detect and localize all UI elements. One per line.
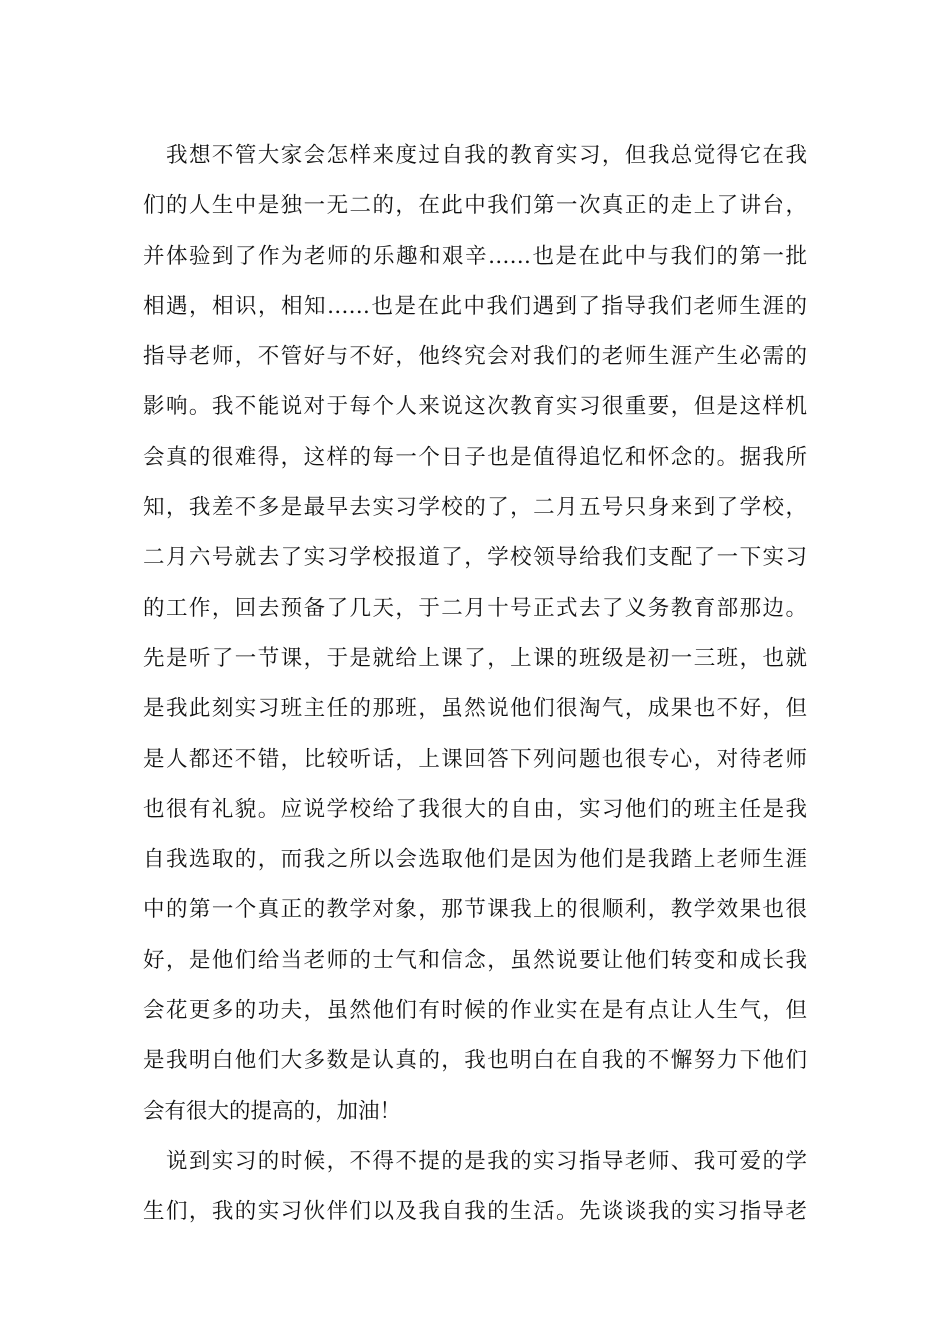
paragraph-line: 知，我差不多是最早去实习学校的了，二月五号只身来到了学校， xyxy=(143,495,807,521)
paragraph-line: 并体验到了作为老师的乐趣和艰辛……也是在此中与我们的第一批 xyxy=(143,243,807,269)
paragraph-line: 好，是他们给当老师的士气和信念，虽然说要让他们转变和成长我 xyxy=(143,947,807,973)
paragraph-line: 的工作，回去预备了几天，于二月十号正式去了义务教育部那边。 xyxy=(143,595,807,621)
paragraph-2 xyxy=(143,1137,807,1238)
paragraph-line: 指导老师，不管好与不好，他终究会对我们的老师生涯产生必需的 xyxy=(143,344,807,370)
paragraph-1 xyxy=(143,131,807,1137)
paragraph-line: 生们，我的实习伙伴们以及我自我的生活。先谈谈我的实习指导老 xyxy=(143,1199,807,1225)
paragraph-line: 中的第一个真正的教学对象，那节课我上的很顺利，教学效果也很 xyxy=(143,897,807,923)
paragraph-line: 是我明白他们大多数是认真的，我也明白在自我的不懈努力下他们 xyxy=(143,1048,807,1074)
paragraph-line: 也很有礼貌。应说学校给了我很大的自由，实习他们的班主任是我 xyxy=(143,796,807,822)
document-body xyxy=(143,131,807,1238)
paragraph-line: 会真的很难得，这样的每一个日子也是值得追忆和怀念的。据我所 xyxy=(143,444,807,470)
paragraph-line: 是人都还不错，比较听话，上课回答下列问题也很专心，对待老师 xyxy=(143,746,807,772)
paragraph-line: 二月六号就去了实习学校报道了，学校领导给我们支配了一下实习 xyxy=(143,545,807,571)
paragraph-line: 们的人生中是独一无二的，在此中我们第一次真正的走上了讲台， xyxy=(143,193,807,219)
paragraph-line: 自我选取的，而我之所以会选取他们是因为他们是我踏上老师生涯 xyxy=(143,847,807,873)
paragraph-line: 先是听了一节课，于是就给上课了，上课的班级是初一三班，也就 xyxy=(143,645,807,671)
paragraph-line: 是我此刻实习班主任的那班，虽然说他们很淘气，成果也不好，但 xyxy=(143,696,807,722)
paragraph-line: 会有很大的提高的，加油！ xyxy=(143,1098,402,1124)
paragraph-line: 影响。我不能说对于每个人来说这次教育实习很重要，但是这样机 xyxy=(143,394,807,420)
paragraph-line: 相遇，相识，相知……也是在此中我们遇到了指导我们老师生涯的 xyxy=(143,293,807,319)
paragraph-line: 我想不管大家会怎样来度过自我的教育实习，但我总觉得它在我 xyxy=(166,143,807,168)
paragraph-line: 说到实习的时候，不得不提的是我的实习指导老师、我可爱的学 xyxy=(166,1148,807,1174)
paragraph-line: 会花更多的功夫，虽然他们有时候的作业实在是有点让人生气，但 xyxy=(143,998,807,1024)
